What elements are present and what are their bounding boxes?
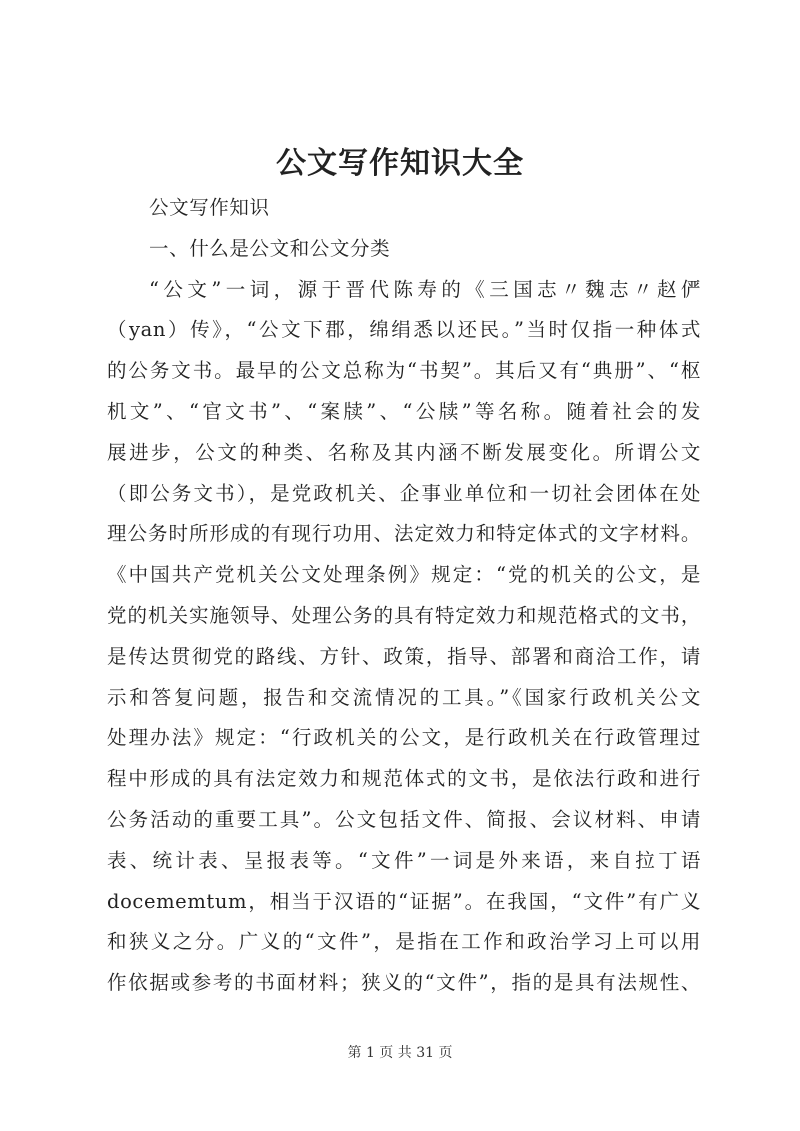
paragraph-line: 展进步，公文的种类、名称及其内涵不断发展变化。所谓公文 [107, 440, 701, 464]
paragraph-line: 处理办法》规定：“行政机关的公文，是行政机关在行政管理过 [107, 726, 701, 750]
paragraph-line: 表、统计表、呈报表等。“文件”一词是外来语，来自拉丁语 [107, 848, 701, 872]
document-body [107, 188, 701, 1004]
paragraph-line: “公文”一词，源于晋代陈寿的《三国志〃魏志〃赵俨 [149, 277, 701, 301]
paragraph-line: 党的机关实施领导、处理公务的具有特定效力和规范格式的文书， [107, 603, 701, 627]
paragraph-line: 机文”、“官文书”、“案牍”、“公牍”等名称。随着社会的发 [107, 399, 701, 423]
paragraph-line: （yan）传》，“公文下郡，绵绢悉以还民。”当时仅指一种体式 [107, 318, 701, 342]
document-title: 公文写作知识大全 [276, 146, 524, 181]
paragraph-line: 《中国共产党机关公文处理条例》规定：“党的机关的公文，是 [107, 563, 701, 587]
subsection-heading: 一、什么是公文和公文分类 [149, 236, 391, 260]
paragraph-line: 理公务时所形成的有现行功用、法定效力和特定体式的文字材料。 [107, 522, 701, 546]
paragraph-line: docememtum，相当于汉语的“证据”。在我国，“文件”有广义 [107, 889, 701, 913]
paragraph-line: 和狭义之分。广义的“文件”，是指在工作和政治学习上可以用 [107, 930, 701, 954]
paragraph-line: 程中形成的具有法定效力和规范体式的文书，是依法行政和进行 [107, 767, 701, 791]
section-heading: 公文写作知识 [149, 196, 270, 219]
paragraph-line: 作依据或参考的书面材料；狭义的“文件”，指的是具有法规性、 [107, 971, 701, 995]
paragraph-line: 示和答复问题，报告和交流情况的工具。”《国家行政机关公文 [107, 685, 701, 709]
paragraph-line: （即公务文书），是党政机关、企事业单位和一切社会团体在处 [107, 481, 701, 505]
paragraph-line: 是传达贯彻党的路线、方针、政策，指导、部署和商洽工作，请 [107, 644, 701, 668]
page-indicator: 第 1 页 共 31 页 [347, 1045, 453, 1061]
paragraph-line: 的公务文书。最早的公文总称为“书契”。其后又有“典册”、“枢 [107, 359, 701, 383]
paragraph-line: 公务活动的重要工具”。公文包括文件、简报、会议材料、申请 [107, 807, 701, 831]
